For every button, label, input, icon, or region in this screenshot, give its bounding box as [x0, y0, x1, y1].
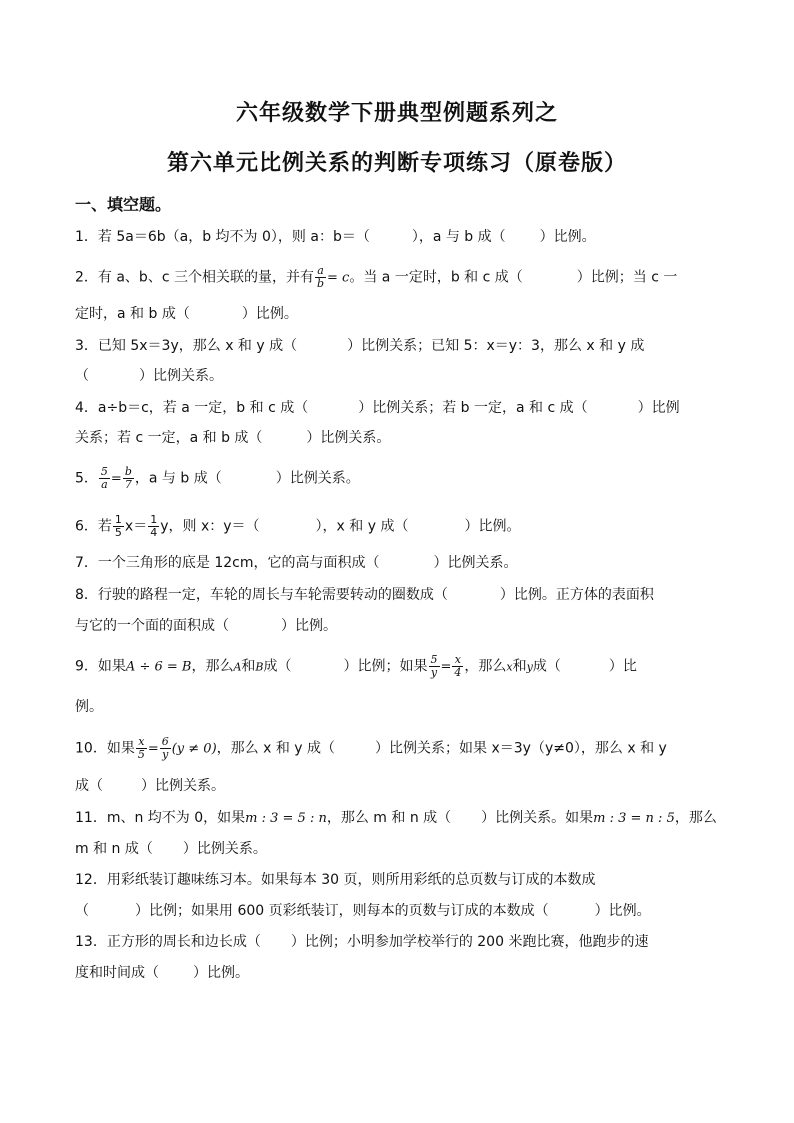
math-expression: m : 3 = 5 : n	[245, 811, 327, 826]
q9-text-d: 成（	[263, 658, 292, 675]
question-12-cont	[75, 901, 651, 921]
denominator: 4	[150, 526, 158, 539]
denominator: y	[162, 748, 169, 761]
q3-text-d: ）比例关系。	[139, 368, 223, 384]
q7-text-a: 7．一个三角形的底是 12cm，它的高与面积成（	[75, 555, 380, 571]
q2-text-b: 。当 a 一定时，b 和 c 成（	[349, 269, 523, 286]
question-9-cont	[75, 697, 103, 717]
question-2	[75, 265, 677, 290]
q5-text-c: ）比例关系。	[275, 470, 360, 487]
q8-text-d: ）比例。	[281, 618, 337, 634]
q1-text-c: ）比例。	[539, 229, 596, 245]
numerator: x	[452, 654, 463, 667]
denominator: a	[101, 478, 108, 491]
fraction	[123, 466, 134, 491]
q4-text-d: 关系；若 c 一定，a 和 b 成（	[75, 430, 263, 446]
q7-text-b: ）比例关系。	[433, 555, 518, 571]
question-6	[75, 514, 520, 539]
q4-text-b: ）比例关系；若 b 一定，a 和 c 成（	[358, 400, 588, 416]
q9-text-h: 成（	[532, 658, 561, 675]
q2-text-d: 定时，a 和 b 成（	[75, 306, 190, 322]
q1-text-a: 1．若 5a＝6b（a，b 均不为 0），则 a：b＝（	[75, 229, 370, 245]
math-variable: A	[233, 660, 242, 674]
q4-text-e: ）比例关系。	[306, 430, 391, 446]
q8-text-a: 8．行驶的路程一定，车轮的周长与车轮需要转动的圈数成（	[75, 587, 448, 603]
math-variable: B	[255, 660, 264, 674]
fraction	[136, 736, 147, 761]
q6-text-a: 6．若	[75, 518, 112, 535]
q13-text-c: 度和时间成（	[75, 965, 159, 981]
numerator: 1	[150, 513, 158, 526]
q1-text-b: ），a 与 b 成（	[411, 229, 506, 245]
question-13	[75, 932, 648, 952]
q6-text-d: ），x 和 y 成（	[315, 518, 409, 535]
fraction	[113, 514, 124, 539]
fraction	[429, 654, 440, 679]
q9-text-g: 和	[512, 658, 527, 675]
math-expression: = c	[327, 270, 350, 286]
q12-text-d: ）比例。	[594, 903, 651, 919]
question-12	[75, 870, 596, 890]
q3-text-a: 3．已知 5x＝3y，那么 x 和 y 成（	[75, 338, 298, 354]
q9-text-c: 和	[241, 658, 256, 675]
q13-text-a: 13．正方形的周长和边长成（	[75, 934, 261, 950]
q6-text-c: y，则 x：y＝（	[160, 518, 260, 535]
numerator: x	[136, 736, 147, 749]
q9-text-a: 9．如果	[75, 658, 126, 675]
q8-text-b: ）比例。正方体的表面积	[499, 587, 654, 603]
numerator: 5	[100, 465, 108, 478]
q9-text-j: 例。	[75, 699, 103, 715]
q11-text-a: 11．m、n 均不为 0，如果	[75, 810, 246, 826]
q6-text-e: ）比例。	[464, 518, 521, 535]
q4-text-c: ）比例	[637, 400, 680, 416]
numerator: b	[124, 465, 132, 478]
q3-text-c: （	[75, 368, 89, 384]
equals-sign: =	[147, 741, 159, 757]
q11-text-d: ，那么	[674, 810, 717, 826]
q10-text-c: ）比例关系；如果 x＝3y（y≠0），那么 x 和 y	[375, 740, 667, 757]
q8-text-c: 与它的一个面的面积成（	[75, 618, 229, 634]
question-4	[75, 398, 680, 418]
question-3	[75, 336, 644, 356]
equals-sign: =	[440, 659, 452, 675]
q6-text-b: x＝	[124, 518, 148, 535]
q4-text-a: 4．a÷b＝c，若 a 一定，b 和 c 成（	[75, 400, 309, 416]
q13-text-d: ）比例。	[193, 965, 249, 981]
q2-text-c: ）比例；当 c 一	[576, 269, 678, 286]
equals-sign: =	[110, 471, 122, 487]
question-1	[75, 227, 596, 247]
denominator: b	[316, 277, 325, 290]
q9-text-f: ，那么	[464, 658, 507, 675]
question-8-cont	[75, 616, 337, 636]
q12-text-b: （	[75, 903, 89, 919]
denominator: 7	[124, 478, 132, 491]
fraction	[315, 265, 326, 290]
numerator: 6	[161, 735, 169, 748]
fraction	[160, 736, 171, 761]
q11-text-e: m 和 n 成（	[75, 841, 153, 857]
q5-text-a: 5．	[75, 470, 98, 487]
math-condition: (y ≠ 0)	[171, 741, 217, 757]
q11-text-c: ）比例关系。如果	[481, 810, 594, 826]
q2-text-a: 2．有 a、b、c 三个相关联的量，并有	[75, 269, 314, 286]
question-11	[75, 808, 717, 829]
q10-text-a: 10．如果	[75, 740, 135, 757]
numerator: 5	[430, 653, 438, 666]
question-7	[75, 553, 518, 573]
denominator: 4	[454, 666, 462, 679]
math-expression: m : 3 = n : 5	[593, 811, 675, 826]
q3-text-b: ）比例关系；已知 5：x＝y：3，那么 x 和 y 成	[347, 338, 645, 354]
math-expression: A ÷ 6 = B	[125, 659, 192, 675]
question-10-cont	[75, 776, 225, 796]
question-9	[75, 654, 637, 679]
q10-text-b: ，那么 x 和 y 成（	[216, 740, 336, 757]
q12-text-a: 12．用彩纸装订趣味练习本。如果每本 30 页，则所用彩纸的总页数与订成的本数成	[75, 872, 596, 888]
document-title: 六年级数学下册典型例题系列之	[235, 101, 558, 126]
math-variable: y	[526, 660, 533, 674]
q11-text-b: ，那么 m 和 n 成（	[326, 810, 452, 826]
q10-text-e: ）比例关系。	[141, 778, 225, 794]
numerator: 1	[114, 513, 122, 526]
q9-text-b: ，那么	[191, 658, 234, 675]
question-4-cont	[75, 428, 390, 448]
fraction	[452, 654, 463, 679]
section-heading: 一、填空题。	[75, 195, 172, 214]
q9-text-i: ）比	[608, 658, 637, 675]
document-subtitle: 第六单元比例关系的判断专项练习（原卷版）	[166, 151, 627, 176]
denominator: 5	[137, 748, 145, 761]
fraction	[99, 466, 110, 491]
numerator: a	[315, 265, 326, 278]
q11-text-f: ）比例关系。	[182, 841, 267, 857]
question-5	[75, 466, 360, 491]
q2-text-e: ）比例。	[241, 306, 298, 322]
math-variable: x	[506, 660, 513, 674]
question-2-cont	[75, 304, 298, 324]
question-8	[75, 585, 654, 605]
question-3-cont	[75, 366, 223, 386]
q9-text-e: ）比例；如果	[343, 658, 428, 675]
denominator: 5	[114, 526, 122, 539]
denominator: y	[430, 666, 438, 679]
question-11-cont	[75, 839, 267, 859]
q12-text-c: ）比例；如果用 600 页彩纸装订，则每本的页数与订成的本数成（	[135, 903, 549, 919]
question-10	[75, 736, 667, 761]
q13-text-b: ）比例；小明参加学校举行的 200 米跑比赛，他跑步的速	[290, 934, 649, 950]
fraction	[148, 514, 159, 539]
q5-text-b: ，a 与 b 成（	[134, 470, 222, 487]
q10-text-d: 成（	[75, 778, 103, 794]
question-13-cont	[75, 963, 249, 983]
